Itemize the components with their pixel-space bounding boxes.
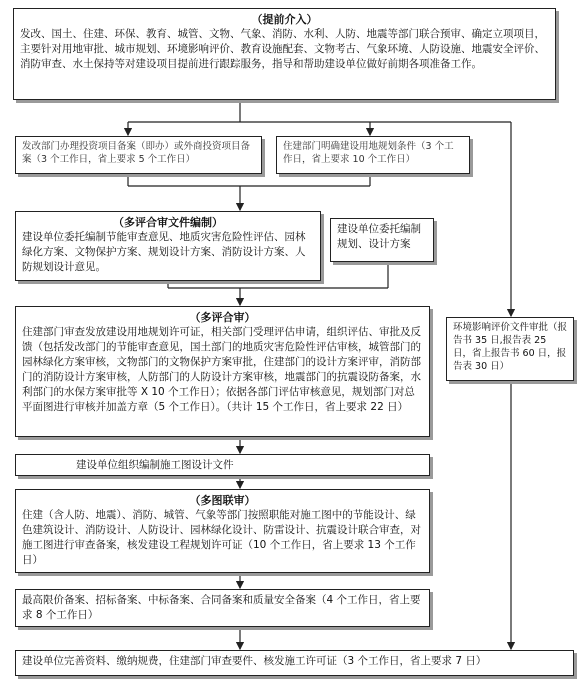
multi-assessment-review-text: 住建部门审查发放建设用地规划许可证，相关部门受理评估申请，组织评估、审批及反馈（包括发改部门的节能审查意见，国土部门的地质灾害危险性评估审核，城管部门的园林绿化方案审核，文物部门的文物保护方案审批，住建部门的设计方案评审，消防部门的消防设计方案审核，人防部门的人防设计方案审核，地震部门的抗震设防备案，水利部门的水保方案审批等 X 10 个工作日）；依据各部门评估审核意见，规划部门对总平面图进行审核并加盖方章（5 个工作日）。（共计 15 个工作日，省上要求 22 日） xyxy=(22,326,421,413)
design-commission-text: 建设单位委托编制规划、设计方案 xyxy=(337,223,421,250)
construction-permit-box xyxy=(15,650,574,676)
design-commission-box xyxy=(330,218,434,262)
planning-conditions-text: 住建部门明确建设用地规划条件（3 个工作日，省上要求 10 个工作日） xyxy=(283,141,454,165)
pre-intervention-title: （提前介入） xyxy=(251,13,318,26)
multi-drawing-review-box xyxy=(15,489,430,573)
dev-reform-filing-text: 发改部门办理投资项目备案（即办）或外商投资项目备案（3 个工作日，省上要求 5 个工作日） xyxy=(22,141,251,165)
multi-assessment-docs-box xyxy=(15,211,321,281)
env-impact-text: 环境影响评价文件审批（报告书 35 日,报告表 25 日，省上报告书 60 日，报告表 30 日） xyxy=(453,322,568,372)
construction-drawings-box xyxy=(15,454,430,476)
construction-permit-text: 建设单位完善资料、缴纳规费，住建部门审查要件、核发施工许可证（3 个工作日，省上要求 7 日） xyxy=(22,655,487,667)
dev-reform-filing-box xyxy=(15,136,262,174)
filings-text: 最高限价备案、招标备案、中标备案、合同备案和质量安全备案（4 个工作日，省上要求 8 个工作日） xyxy=(22,594,421,621)
multi-assessment-review-title: （多评合审） xyxy=(189,311,256,324)
multi-drawing-review-title: （多图联审） xyxy=(189,494,256,507)
construction-drawings-text: 建设单位组织编制施工图设计文件 xyxy=(76,459,234,471)
pre-intervention-text: 发改、国土、住建、环保、教育、城管、文物、气象、消防、水利、人防、地震等部门联合预审、确定立项项目，主要针对用地审批、城市规划、环境影响评价、教育设施配套、文物考古、气象环境、人防设施、地震安全评价、消防审查、水土保持等对建设项目提前进行跟踪服务，指导和帮助建设单位做好前期各项准备工作。 xyxy=(20,28,545,70)
filings-box xyxy=(15,589,430,627)
multi-assessment-docs-title: （多评合审文件编制） xyxy=(113,216,223,229)
pre-intervention-box xyxy=(13,8,556,100)
env-impact-box xyxy=(446,317,574,381)
planning-conditions-box xyxy=(276,136,470,174)
multi-drawing-review-text: 住建（含人防、地震）、消防、城管、气象等部门按照职能对施工图中的节能设计、绿色建筑设计、消防设计、人防设计、园林绿化设计、防雷设计、抗震设计联合审查，对施工图进行审查备案，核发建设工程规划许可证（10 个工作日，省上要求 13 个工作日） xyxy=(22,509,421,566)
multi-assessment-review-box xyxy=(15,306,430,437)
multi-assessment-docs-text: 建设单位委托编制节能审查意见、地质灾害危险性评估、园林绿化方案、文物保护方案、规划设计方案、消防设计方案、人防规划设计意见。 xyxy=(22,231,306,273)
